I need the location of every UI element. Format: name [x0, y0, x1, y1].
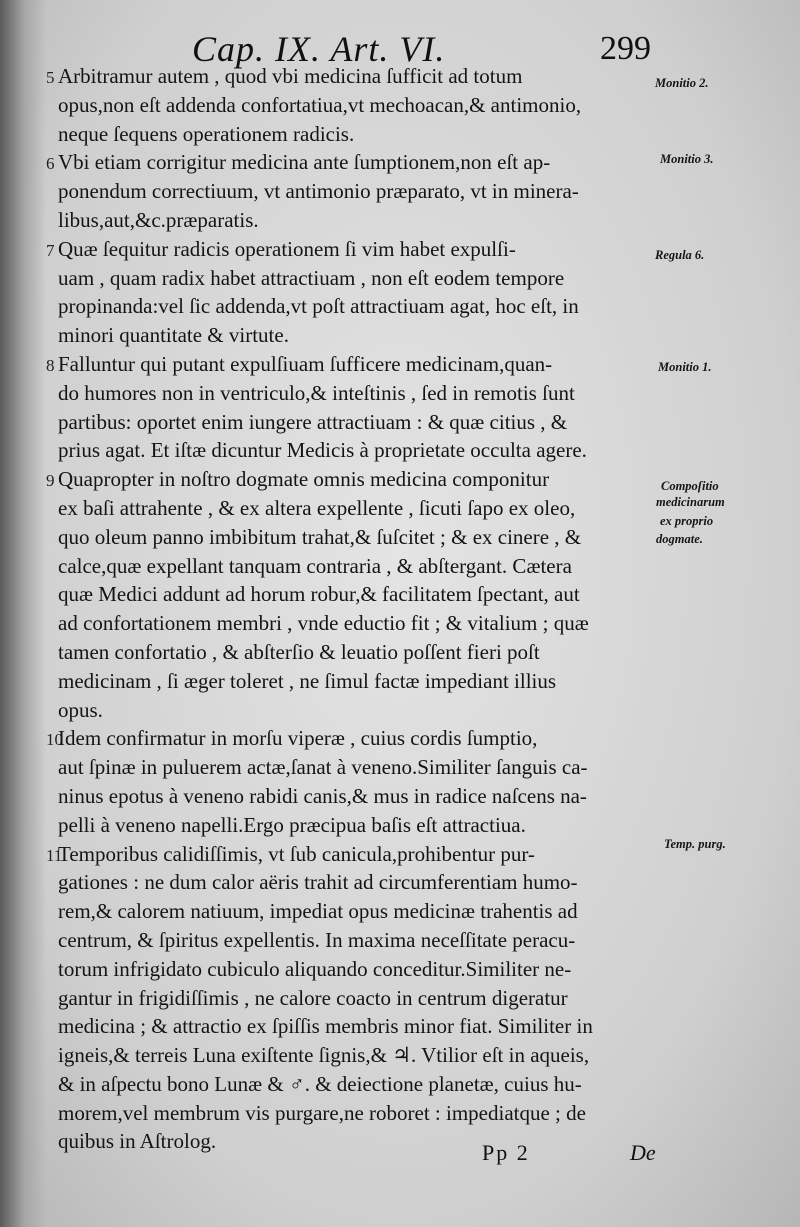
text-line: [46, 811, 661, 840]
text-line: [46, 1012, 661, 1041]
margin-note: medicinarum: [656, 495, 725, 509]
paragraph-number: 8: [46, 355, 55, 375]
line-text: Arbitramur autem , quod vbi medicina ſufficit ad totum: [58, 64, 523, 88]
paragraph-number: 5: [46, 68, 55, 87]
line-text: torum infrigidato cubiculo aliquando conceditur.Similiter ne-: [58, 956, 572, 981]
margin-note: Regula 6.: [655, 248, 705, 262]
line-text: Falluntur qui putant expulſiuam ſufficere medicinam,quan-: [58, 351, 553, 376]
margin-note: Monitio 2.: [655, 76, 709, 90]
text-line: [46, 235, 661, 264]
text-line: [46, 321, 661, 350]
line-text: tamen confortatio , & abſterſio & leuatio poſſent fieri poſt: [58, 639, 540, 664]
line-text: uam , quam radix habet attractiuam , non eſt eodem tempore: [58, 265, 565, 290]
line-text: ponendum correctiuum, vt antimonio præparato, vt in minera-: [58, 179, 579, 204]
line-text: prius agat. Et iſtæ dicuntur Medicis à proprietate occulta agere.: [58, 438, 587, 463]
line-text: centrum, & ſpiritus expellentis. In maxima neceſſitate peracu-: [58, 927, 576, 952]
text-line: [46, 408, 661, 437]
text-line: [46, 379, 661, 408]
text-line: [46, 897, 661, 926]
chapter-article-title: Cap. IX. Art. VI.: [192, 29, 446, 69]
line-text: Quæ ſequitur radicis operationem ſi vim habet expulſi-: [58, 236, 516, 261]
line-text: opus.: [58, 697, 103, 722]
text-line: [46, 436, 661, 465]
text-line: [46, 62, 661, 91]
text-line: [46, 955, 661, 984]
text-line: [46, 91, 661, 120]
text-line: [46, 264, 661, 293]
line-text: ad confortationem membri , vnde eductio fit ; & vitalium ; quæ: [58, 611, 589, 636]
line-text: minori quantitate & virtute.: [58, 323, 289, 348]
paragraph-number: 9: [46, 471, 55, 491]
line-text: do humores non in ventriculo,& inteſtinis , ſed in remotis ſunt: [58, 380, 575, 405]
text-line: [46, 1099, 661, 1128]
line-text: partibus: oportet enim iungere attractiuam : & quæ citius , &: [58, 409, 568, 434]
line-text: rem,& calorem natiuum, impediat opus medicinæ trahentis ad: [58, 899, 578, 924]
line-text: medicinam , ſi æger toleret , ne ſimul factæ impediant illius: [58, 668, 557, 693]
text-line: [46, 523, 661, 552]
text-line: [46, 148, 661, 177]
line-text: Quapropter in noſtro dogmate omnis medicina componitur: [58, 467, 550, 492]
text-line: [46, 292, 661, 321]
line-text: gationes : ne dum calor aëris trahit ad circumferentiam humo-: [58, 870, 578, 895]
text-line: [46, 667, 661, 696]
line-text: medicina ; & attractio ex ſpiſſis membris minor fiat. Similiter in: [58, 1014, 593, 1039]
line-text: gantur in frigidiſſimis , ne calore coacto in centrum digeratur: [58, 985, 568, 1010]
line-text: & in aſpectu bono Lunæ & ♂. & deiectione planetæ, cuius hu-: [58, 1071, 582, 1096]
margin-note: Temp. purg.: [664, 837, 726, 851]
margin-note: Compoſitio: [661, 479, 719, 493]
text-line: [46, 840, 661, 869]
line-text: quibus in Aſtrolog.: [58, 1129, 217, 1154]
margin-note: Monitio 1.: [658, 360, 712, 374]
line-text: morem,vel membrum vis purgare,ne roboret : impediatque ; de: [58, 1100, 586, 1125]
text-line: [46, 1070, 661, 1099]
text-line: [46, 494, 661, 523]
text-line: [46, 696, 661, 725]
text-line: [46, 552, 661, 581]
line-text: igneis,& terreis Luna exiſtente ſignis,& ♃. Vtilior eſt in aqueis,: [58, 1043, 590, 1068]
catchword: De: [630, 1140, 656, 1165]
page-gutter-shadow: [0, 0, 46, 1227]
text-line: [46, 120, 661, 149]
line-text: opus,non eſt addenda confortatiua,vt mechoacan,& antimonio,: [58, 92, 582, 117]
line-text: ex baſi attrahente , & ex altera expellente , ſicuti ſapo ex oleo,: [58, 495, 576, 520]
line-text: Idem confirmatur in morſu viperæ , cuius cordis ſumptio,: [58, 726, 538, 751]
text-line: [46, 753, 661, 782]
page-footer: [0, 1140, 800, 1170]
margin-note: Monitio 3.: [660, 152, 714, 166]
margin-note: dogmate.: [656, 532, 703, 546]
page-number: 299: [600, 30, 651, 67]
line-text: pelli à veneno napelli.Ergo præcipua baſis eſt attractiua.: [58, 812, 526, 837]
signature-mark: Pp 2: [482, 1140, 530, 1165]
text-line: [46, 724, 661, 753]
text-line: [46, 638, 661, 667]
text-line: [46, 465, 661, 494]
paragraph-number: 7: [46, 240, 55, 260]
paragraph-number: 6: [46, 154, 55, 174]
margin-note: ex proprio: [660, 514, 714, 528]
text-line: [46, 609, 661, 638]
body-text: [46, 62, 661, 1156]
line-text: ninus epotus à veneno rabidi canis,& mus in radice naſcens na-: [58, 783, 587, 808]
text-line: [46, 926, 661, 955]
line-text: libus,aut,&c.præparatis.: [58, 207, 259, 232]
line-text: quæ Medici addunt ad horum robur,& facilitatem ſpectant, aut: [58, 582, 580, 607]
text-line: [46, 177, 661, 206]
line-text: propinanda:vel ſic addenda,vt poſt attractiuam agat, hoc eſt, in: [58, 294, 579, 319]
line-text: aut ſpinæ in puluerem actæ,ſanat à veneno.Similiter ſanguis ca-: [58, 755, 588, 780]
text-line: [46, 984, 661, 1013]
line-text: Vbi etiam corrigitur medicina ante ſumptionem,non eſt ap-: [58, 150, 551, 175]
line-text: quo oleum panno imbibitum trahat,& ſuſcitet ; & ex cinere , &: [58, 524, 582, 549]
text-line: [46, 1041, 661, 1070]
text-line: [46, 206, 661, 235]
text-line: [46, 350, 661, 379]
text-line: [46, 782, 661, 811]
line-text: calce,quæ expellant tanquam contraria , & abſtergant. Cætera: [58, 553, 572, 578]
paragraph-number: 11: [46, 845, 63, 865]
line-text: Temporibus calidiſſimis, vt ſub canicula,prohibentur pur-: [58, 841, 535, 866]
text-line: [46, 580, 661, 609]
text-line: [46, 868, 661, 897]
paragraph-number: 10: [46, 730, 63, 750]
line-text: neque ſequens operationem radicis.: [58, 121, 355, 146]
